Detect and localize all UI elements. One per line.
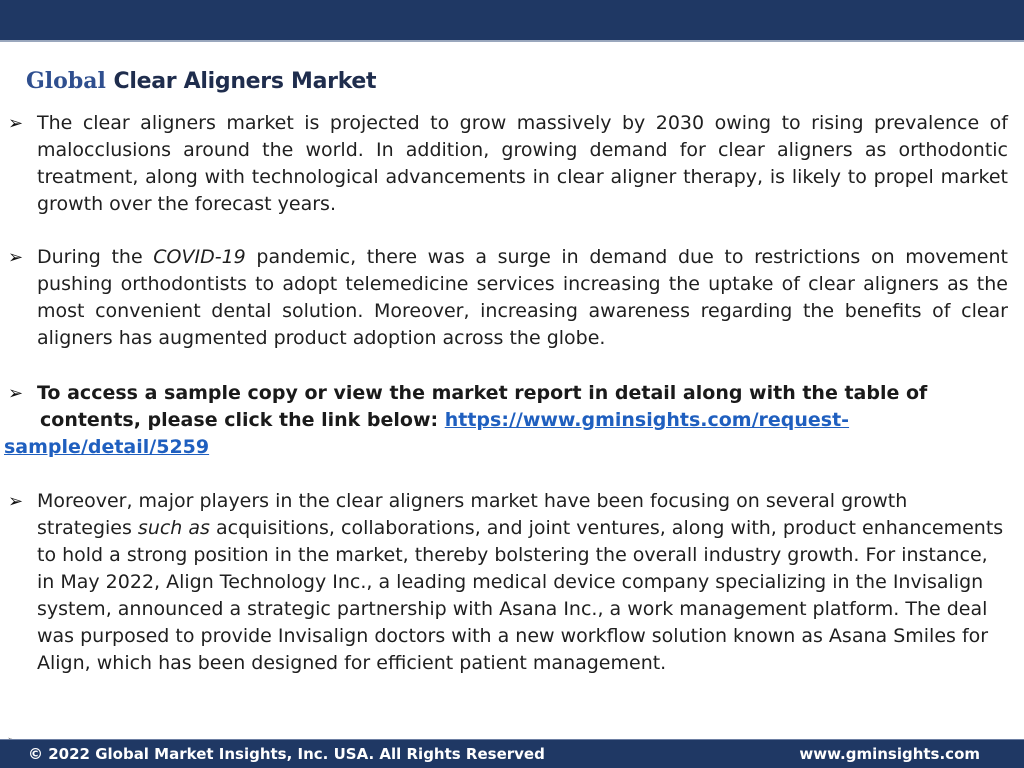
footer-website[interactable]: www.gminsights.com — [799, 745, 980, 763]
page-title — [26, 68, 376, 94]
sample-text-line1: To access a sample copy or view the market report in detail along with the table of — [37, 382, 928, 404]
bullet-text: The clear aligners market is projected to grow massively by 2030 owing to rising prevalence of malocclusions around the world. In addition, growing demand for clear aligners as orthodontic treatment, along with technological advancements in clear aligner therapy, is likely to propel market growth over the forecast years. — [37, 112, 1008, 215]
bullet-sample-request — [4, 380, 1008, 461]
arrow-bullet-icon: ➢ — [8, 491, 24, 512]
arrow-bullet-icon: ➢ — [8, 113, 24, 134]
bullet-text-before: Moreover, major players in the clear aligners market have been focusing on several growth strategies — [37, 490, 908, 539]
bullet-text — [37, 244, 1008, 352]
sample-text-contents: contents, please click the link below: — [40, 409, 439, 431]
bullet-text — [37, 488, 1008, 677]
sample-text-line3 — [4, 434, 1008, 461]
bullet-text-before: During the — [37, 246, 154, 268]
sample-request-link[interactable]: https://www.gminsights.com/request- — [444, 409, 850, 431]
bullet-market-growth — [8, 110, 1008, 218]
such-as-term: such as — [137, 517, 210, 539]
sample-text-line2 — [40, 407, 1008, 434]
bullet-key-players — [8, 488, 1008, 677]
bullet-text-after: pandemic, there was a surge in demand due to restrictions on movement pushing orthodontists to adopt telemedicine services increasing the uptake of clear aligners as the most convenient dental solution. Moreover, increasing awareness regarding the benefits of clear aligners has augmented product adoption across the globe. — [37, 246, 1008, 349]
footer-copyright: © 2022 Global Market Insights, Inc. USA. All Rights Reserved — [28, 745, 545, 763]
footer-bar — [0, 739, 1024, 768]
title-prefix: Global — [26, 68, 106, 94]
arrow-bullet-icon: ➢ — [8, 247, 24, 268]
top-header-bar — [0, 0, 1024, 42]
arrow-bullet-icon: ➢ — [8, 383, 24, 404]
bullet-covid-impact — [8, 244, 1008, 352]
sample-request-link-continued[interactable]: sample/detail/5259 — [4, 436, 210, 458]
covid-term: COVID-19 — [153, 246, 246, 268]
title-main: Clear Aligners Market — [113, 69, 377, 94]
bullet-text-after: acquisitions, collaborations, and joint ventures, along with, product enhancements to hold a strong position in the market, thereby bolstering the overall industry growth. For instance, in May 2022, Align Technology Inc., a leading medical device company specializing in the Invisalign system, announced a strategic partnership with Asana Inc., a work management platform. The deal was purposed to provide Invisalign doctors with a new workflow solution known as Asana Smiles for Align, which has been designed for efficient patient management. — [37, 517, 1004, 674]
